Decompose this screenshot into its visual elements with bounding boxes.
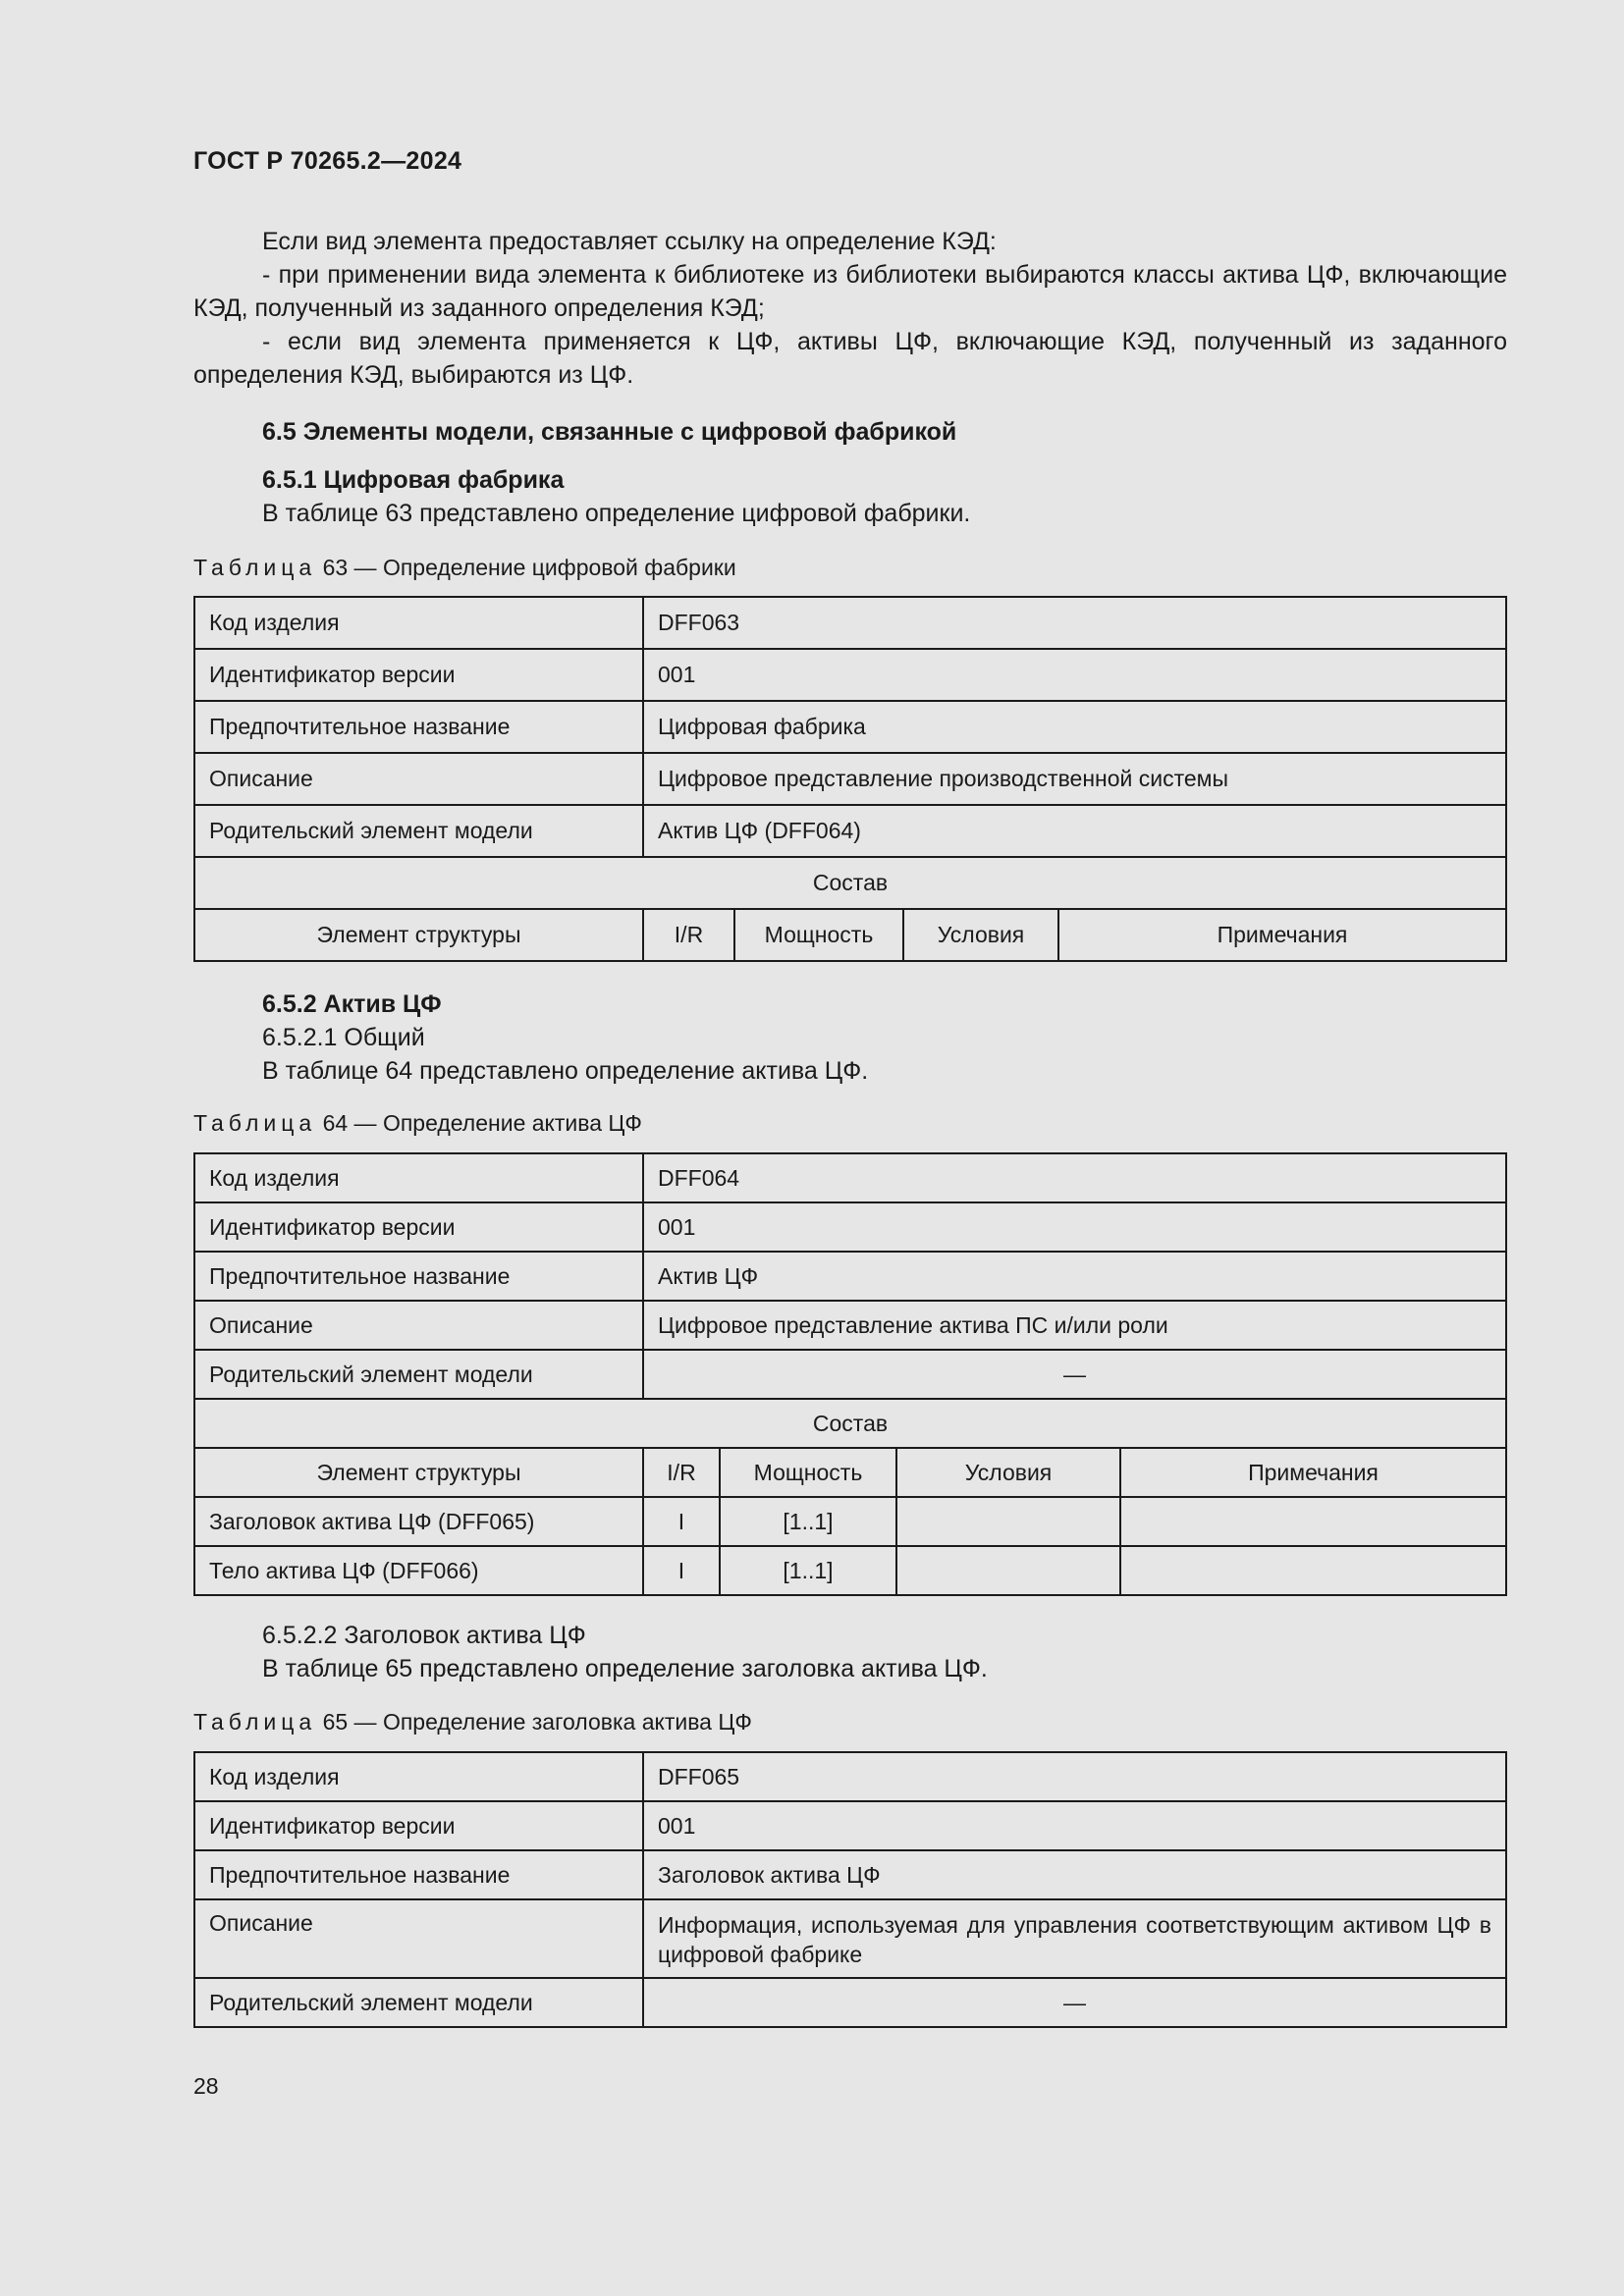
ir-cell: I <box>643 1546 720 1595</box>
row-label: Идентификатор версии <box>194 649 643 701</box>
conditions-cell <box>896 1497 1120 1546</box>
ir-cell: I <box>643 1497 720 1546</box>
table-row <box>194 909 1506 961</box>
version-value: 001 <box>643 649 1506 701</box>
row-label: Описание <box>194 753 643 805</box>
description-value: Цифровое представление актива ПС и/или роли <box>643 1301 1506 1350</box>
pref-name-value: Заголовок актива ЦФ <box>643 1850 1506 1899</box>
section-text-6-5-2-2: В таблице 65 представлено определение заголовка актива ЦФ. <box>262 1655 988 1682</box>
section-heading-6-5-1: 6.5.1 Цифровая фабрика <box>262 466 565 494</box>
parent-value: — <box>643 1978 1506 2027</box>
table-row <box>194 1801 1506 1850</box>
code-value: DFF065 <box>643 1752 1506 1801</box>
table-word: Таблица <box>193 555 317 580</box>
table-65 <box>193 1751 1507 2028</box>
parent-value: — <box>643 1350 1506 1399</box>
table-64-caption <box>193 1110 642 1137</box>
section-heading-6-5-2: 6.5.2 Актив ЦФ <box>262 990 442 1018</box>
notes-cell <box>1120 1497 1506 1546</box>
cardinality-cell: [1..1] <box>720 1546 896 1595</box>
table-row <box>194 1752 1506 1801</box>
table-word: Таблица <box>193 1110 317 1136</box>
composition-header: Состав <box>194 857 1506 909</box>
table-row <box>194 597 1506 649</box>
table-row <box>194 1497 1506 1546</box>
intro-paragraph-2: - при применении вида элемента к библиотеке из библиотеки выбираются классы актива ЦФ, включающие КЭД, полученный из заданного определения КЭД; <box>193 261 1507 322</box>
table-row <box>194 857 1506 909</box>
row-label: Код изделия <box>194 1752 643 1801</box>
version-value: 001 <box>643 1801 1506 1850</box>
structure-element-cell: Тело актива ЦФ (DFF066) <box>194 1546 643 1595</box>
column-header: Элемент структуры <box>194 1448 643 1497</box>
table-row <box>194 1448 1506 1497</box>
column-header: Условия <box>896 1448 1120 1497</box>
pref-name-value: Актив ЦФ <box>643 1252 1506 1301</box>
row-label: Код изделия <box>194 597 643 649</box>
code-value: DFF063 <box>643 597 1506 649</box>
table-64 <box>193 1152 1507 1596</box>
table-row <box>194 1899 1506 1978</box>
table-65-caption <box>193 1709 752 1735</box>
row-label: Родительский элемент модели <box>194 1350 643 1399</box>
description-value: Цифровое представление производственной системы <box>643 753 1506 805</box>
table-65-caption-text: 65 — Определение заголовка актива ЦФ <box>322 1709 752 1735</box>
row-label: Предпочтительное название <box>194 1252 643 1301</box>
notes-cell <box>1120 1546 1506 1595</box>
description-value: Информация, используемая для управления соответствующим активом ЦФ в цифровой фабрике <box>643 1899 1506 1978</box>
section-text-6-5-2-1: В таблице 64 представлено определение актива ЦФ. <box>262 1057 869 1085</box>
table-row <box>194 1546 1506 1595</box>
table-63-caption <box>193 555 736 581</box>
document-header: ГОСТ Р 70265.2—2024 <box>193 147 462 175</box>
column-header: Условия <box>903 909 1058 961</box>
row-label: Предпочтительное название <box>194 1850 643 1899</box>
section-heading-6-5-2-1: 6.5.2.1 Общий <box>262 1024 425 1051</box>
row-label: Описание <box>194 1301 643 1350</box>
row-label: Описание <box>194 1899 643 1978</box>
version-value: 001 <box>643 1202 1506 1252</box>
column-header: Примечания <box>1058 909 1506 961</box>
intro-paragraph-1: Если вид элемента предоставляет ссылку на определение КЭД: <box>262 228 997 255</box>
column-header: Примечания <box>1120 1448 1506 1497</box>
table-64-caption-text: 64 — Определение актива ЦФ <box>322 1110 642 1136</box>
table-row <box>194 1301 1506 1350</box>
row-label: Код изделия <box>194 1153 643 1202</box>
composition-header: Состав <box>194 1399 1506 1448</box>
table-row <box>194 1350 1506 1399</box>
column-header: Мощность <box>720 1448 896 1497</box>
column-header: Мощность <box>734 909 903 961</box>
column-header: Элемент структуры <box>194 909 643 961</box>
table-row <box>194 805 1506 857</box>
row-label: Родительский элемент модели <box>194 805 643 857</box>
section-heading-6-5-2-2: 6.5.2.2 Заголовок актива ЦФ <box>262 1622 586 1649</box>
row-label: Родительский элемент модели <box>194 1978 643 2027</box>
table-63-caption-text: 63 — Определение цифровой фабрики <box>322 555 736 580</box>
table-row <box>194 1252 1506 1301</box>
table-row <box>194 1153 1506 1202</box>
structure-element-cell: Заголовок актива ЦФ (DFF065) <box>194 1497 643 1546</box>
intro-paragraph-3: - если вид элемента применяется к ЦФ, активы ЦФ, включающие КЭД, полученный из заданного определения КЭД, выбираются из ЦФ. <box>193 328 1507 389</box>
table-row <box>194 649 1506 701</box>
section-heading-6-5: 6.5 Элементы модели, связанные с цифровой фабрикой <box>262 418 957 446</box>
table-63 <box>193 596 1507 962</box>
page-number: 28 <box>193 2073 219 2099</box>
conditions-cell <box>896 1546 1120 1595</box>
table-row <box>194 701 1506 753</box>
table-row <box>194 1978 1506 2027</box>
parent-value: Актив ЦФ (DFF064) <box>643 805 1506 857</box>
section-text-6-5-1: В таблице 63 представлено определение цифровой фабрики. <box>262 500 971 527</box>
column-header: I/R <box>643 909 734 961</box>
table-row <box>194 1850 1506 1899</box>
code-value: DFF064 <box>643 1153 1506 1202</box>
table-word: Таблица <box>193 1709 317 1735</box>
table-row <box>194 1399 1506 1448</box>
row-label: Идентификатор версии <box>194 1801 643 1850</box>
cardinality-cell: [1..1] <box>720 1497 896 1546</box>
row-label: Идентификатор версии <box>194 1202 643 1252</box>
table-row <box>194 753 1506 805</box>
column-header: I/R <box>643 1448 720 1497</box>
pref-name-value: Цифровая фабрика <box>643 701 1506 753</box>
row-label: Предпочтительное название <box>194 701 643 753</box>
table-row <box>194 1202 1506 1252</box>
